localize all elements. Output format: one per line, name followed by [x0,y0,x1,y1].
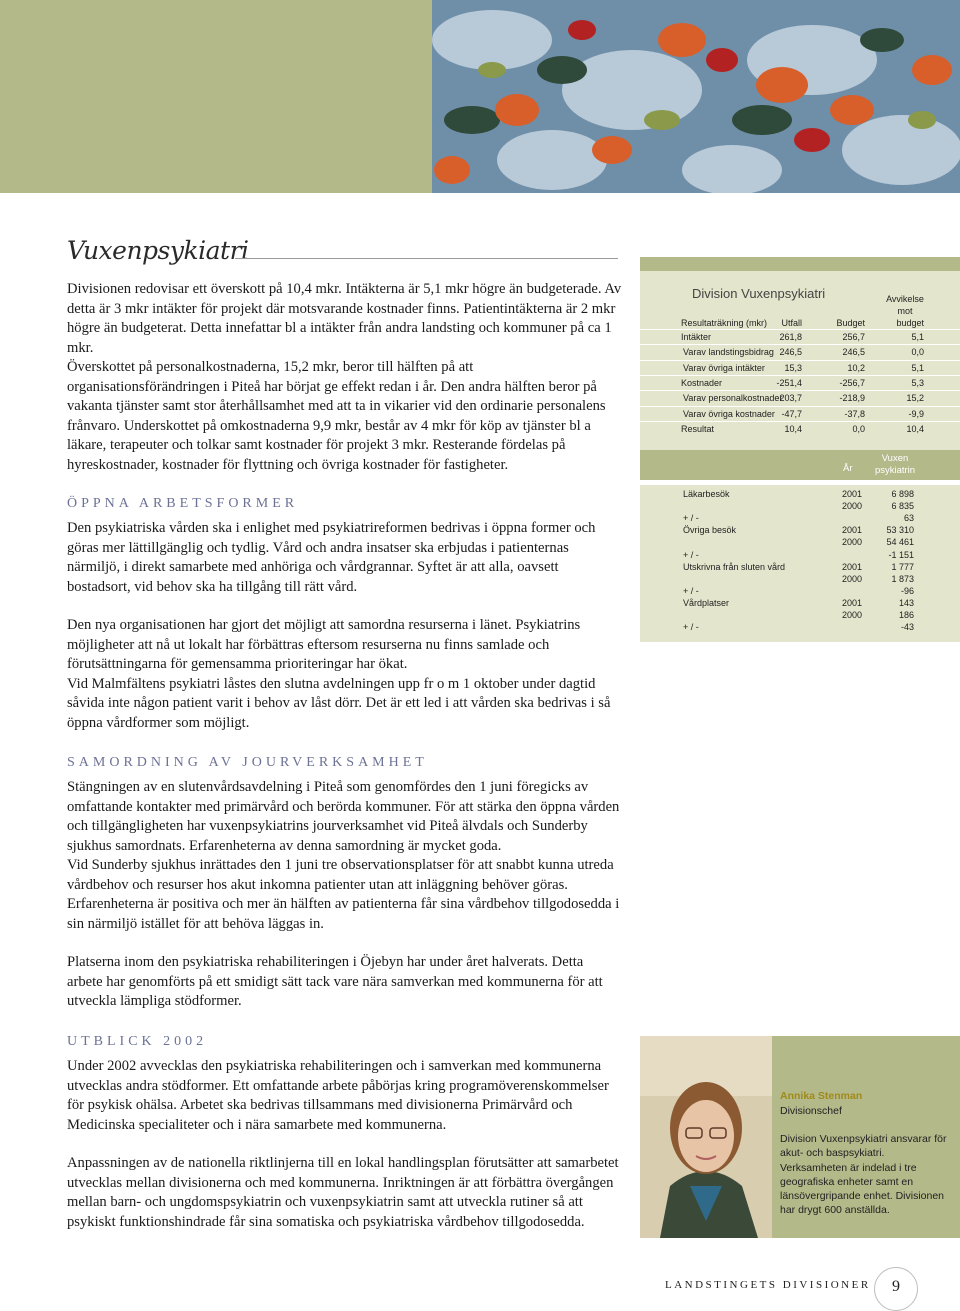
stats-row-value: 186 [898,610,914,620]
finance-row-label: Varav landstingsbidrag [683,347,774,358]
finance-row-utfall: 261,8 [779,332,802,342]
finance-row-label: Varav övriga intäkter [683,362,765,373]
header-band [0,0,432,193]
intro-text [67,280,622,475]
stats-col-vuxen-line2: psykiatrin [874,465,916,476]
oppna-paragraph-3: Vid Malmfältens psykiatri låstes den slutna avdelningen upp fr o m 1 oktober under dagtid såvida inte någon patient varit i behov av låst dörr. Det är ett led i att vården ska bedrivas i så öppna vårdformer som möjligt. [67,675,611,731]
intro-paragraph-1: Divisionen redovisar ett överskott på 10,4 mkr. Intäkterna är 5,1 mkr högre än budgeterade. Av detta är 3 mkr intäkter för projekt där motsvarande kostnader finns. Patientintäkterna är 2 mkr högre än budgeterat. Detta innefattar bl a intäkter från andra landsting och kommuner på ca 1 mkr. [67,281,622,356]
stats-row-year: 2000 [841,573,862,584]
person-description: Division Vuxenpsykiatri ansvarar för akut- och baspsykiatri. Verksamheten är indelad i tre geografiska enheter samt en länsövergripande enhet. Divisionen har drygt 600 anställda. [780,1133,947,1217]
title-block [67,236,618,266]
finance-row-label: Resultat [681,423,715,434]
section-heading-oppna: ÖPPNA ARBETSFORMER [67,496,299,511]
stats-row-label: + / - [683,549,699,560]
finance-row-deviation: 10,4 [906,423,924,434]
finance-row-label: Varav personalkostnader [683,393,783,404]
finance-col-deviation-line1: Avvikelse [886,294,924,304]
finance-row-deviation: 0,0 [911,347,924,358]
finance-row-utfall: 10,4 [784,423,802,434]
stats-row-value: -96 [900,585,914,596]
stats-col-vuxen-line1: Vuxen [881,453,909,464]
person-role: Divisionschef [780,1105,842,1117]
intro-paragraph-2: Överskottet på personalkostnaderna, 15,2 mkr, beror till hälften på att organisationsförändringen i Piteå har börjat ge effekt redan i år. Den andra hälften beror på vakanta tjänster samt stor återhållsamhet med att ta in vikarier vid den ordinarie personalens frånvaro. Underskottet på omkostnaderna 9,9 mkr, består av 4 mkr för köp av tjänster bl a läkare, terapeuter och tolkar samt kostnader för projekt 3 mkr. Resterande fördelas på hyreskostnader, kostnader för flyttning och övriga kostnader för fastigheter. [67,359,606,473]
stats-row-year: 2001 [841,489,862,499]
stats-row-value: 54 461 [886,537,914,548]
finance-row-budget: -256,7 [839,377,865,388]
samordning-paragraph-2: Vid Sunderby sjukhus inrättades den 1 juni tre observationsplatser för att snabbt kunna utreda vårdbehov och resurser hos akut inkomna patienter utan att inläggning behöver göras. Erfarenheterna är positiva och mer än hälften av patienterna får sina vårdbehov tillgodosedda i sin närmiljö istället för att behöva läggas in. [67,857,620,932]
finance-table-title: Division Vuxenpsykiatri [692,286,826,301]
samordning-paragraph-3: Platserna inom den psykiatriska rehabiliteringen i Öjebyn har under året halverats. Detta arbete har genomförts på ett smidigt sätt tack vare nära samverkan med kommunerna för att utveckla lämpliga stödformer. [67,954,603,1009]
finance-row-divider [640,344,960,345]
finance-row-divider [640,390,960,391]
stats-row-label: Utskrivna från sluten vård [683,561,786,572]
stats-row-year: 2000 [841,537,862,548]
finance-col-deviation-line2: mot [897,306,913,316]
finance-col-deviation-head [860,293,950,317]
oppna-paragraph-1: Den psykiatriska vården ska i enlighet med psykiatrireformen bedrivas i öppna former och göras mer lättillgänglig och tydlig. Vård och andra insatser ska erbjudas i patienternas närmiljö, i direkt samarbete med anhöriga och vårdgrannar. Syftet är att alla, oavsett bostadsort, vid behov ska ha tillgång till rätt vård. [67,520,596,595]
finance-header-budget-dev: budget [896,318,924,328]
finance-row-utfall: -251,4 [776,377,802,388]
finance-row-utfall: 15,3 [784,362,802,373]
finance-row-deviation: 5,3 [911,377,924,388]
finance-row-deviation: -9,9 [908,408,924,419]
finance-rows [640,329,960,439]
header-photo [432,0,960,193]
stats-row-label: + / - [683,622,699,633]
utblick-paragraph-1: Under 2002 avvecklas den psykiatriska rehabiliteringen och i samverkan med kommunerna utvecklas andra stödformer. Ett omfattande arbete påbörjas kring programöverenskommelser för psykisk ohälsa. Arbetet ska bedrivas tillsammans med divisionerna Primärvård och Medicinska specialiteter och i nära samarbete med kommunerna. [67,1058,609,1133]
section-heading-samordning: SAMORDNING AV JOURVERKSAMHET [67,755,428,770]
oppna-paragraph-2: Den nya organisationen har gjort det möjligt att samordna resurserna i länet. Psykiatrins möjligheter att nå ut lokalt har förbättras eftersom resurserna nu finns samlade och förutsättningarna för gemensamma prioriteringar har ökat. [67,617,581,672]
page-number: 9 [892,1278,900,1295]
stats-row-value: 1 873 [891,573,914,584]
section-samordning-text [67,778,622,1012]
finance-header-utfall: Utfall [781,318,802,328]
section-heading-utblick: UTBLICK 2002 [67,1034,208,1049]
finance-row-deviation: 5,1 [911,362,924,373]
person-name: Annika Stenman [780,1090,863,1102]
title-rule [235,258,618,259]
finance-header-budget: Budget [836,318,865,328]
finance-row-label: Kostnader [681,377,723,388]
stats-row-label: Vårdplatser [683,597,730,608]
finance-row-utfall: -203,7 [776,393,802,404]
stats-col-vuxen [866,453,924,477]
stats-row-year: 2001 [841,597,862,608]
section-oppna-text [67,519,622,733]
stats-row-value: 6 898 [891,489,914,499]
finance-row-divider [640,421,960,422]
page-title: Vuxenpsykiatri [67,236,249,265]
stats-row-year: 2001 [841,561,862,572]
utblick-paragraph-2: Anpassningen av de nationella riktlinjerna till en lokal handlingsplan förutsätter att samarbetet utvecklas mellan divisionerna och med kommunerna. Inriktningen är att förbättra övergången mellan barn- och ungdomspsykiatrin och vuxenpsykiatrin samt att utveckla rutiner så att psykiskt funktionshindrade får sina somatiska och psykiatriska vårdbehov tillgodosedda. [67,1155,619,1230]
stats-col-year: År [843,463,853,474]
stats-row-value: 63 [903,513,914,524]
stats-row-year: 2001 [841,525,862,536]
stats-row-label: + / - [683,513,699,524]
stats-row-year: 2000 [841,610,862,620]
samordning-paragraph-1: Stängningen av en slutenvårdsavdelning i Piteå som genomfördes den 1 juni föregicks av omfattande kontakter med primärvård och berörda kommuner. För att stärka den öppna vården och tillgängligheten har vuxenpsykiatrins jourverksamhet vid Piteå älvdals och Sunderby sjukhus samordnats. Erfarenheterna av denna samordning är mycket goda. [67,779,620,854]
stats-row-value: 143 [898,597,914,608]
finance-row-deviation: 5,1 [911,332,924,342]
stats-rows [640,489,960,639]
stats-row-year: 2000 [841,501,862,512]
stats-row-value: -43 [900,622,914,633]
finance-row-divider [640,375,960,376]
stats-row-label: Övriga besök [683,525,737,536]
finance-row-divider [640,406,960,407]
finance-table-topbar [640,257,960,271]
finance-row-budget: 246,5 [842,347,865,358]
finance-row-budget: 0,0 [852,423,865,434]
stats-row-value: 1 777 [891,561,914,572]
finance-row-divider [640,360,960,361]
finance-row-label: Intäkter [681,332,712,342]
finance-row-divider [640,329,960,330]
stats-row-value: 6 835 [891,501,914,512]
finance-row-deviation: 15,2 [906,393,924,404]
stats-row-value: -1 151 [888,549,914,560]
finance-row-budget: -37,8 [844,408,865,419]
stats-row-label: + / - [683,585,699,596]
portrait-photo [640,1036,772,1238]
section-utblick-text [67,1057,622,1232]
stats-row-value: 53 310 [886,525,914,536]
finance-row-label: Varav övriga kostnader [683,408,775,419]
finance-row-utfall: 246,5 [779,347,802,358]
stats-row-label: Läkarbesök [683,489,730,499]
finance-header-label: Resultaträkning (mkr) [681,318,768,328]
footer-label: LANDSTINGETS DIVISIONER [665,1279,871,1291]
finance-row-budget: -218,9 [839,393,865,404]
finance-row-utfall: -47,7 [781,408,802,419]
finance-row-budget: 10,2 [847,362,865,373]
finance-row-budget: 256,7 [842,332,865,342]
